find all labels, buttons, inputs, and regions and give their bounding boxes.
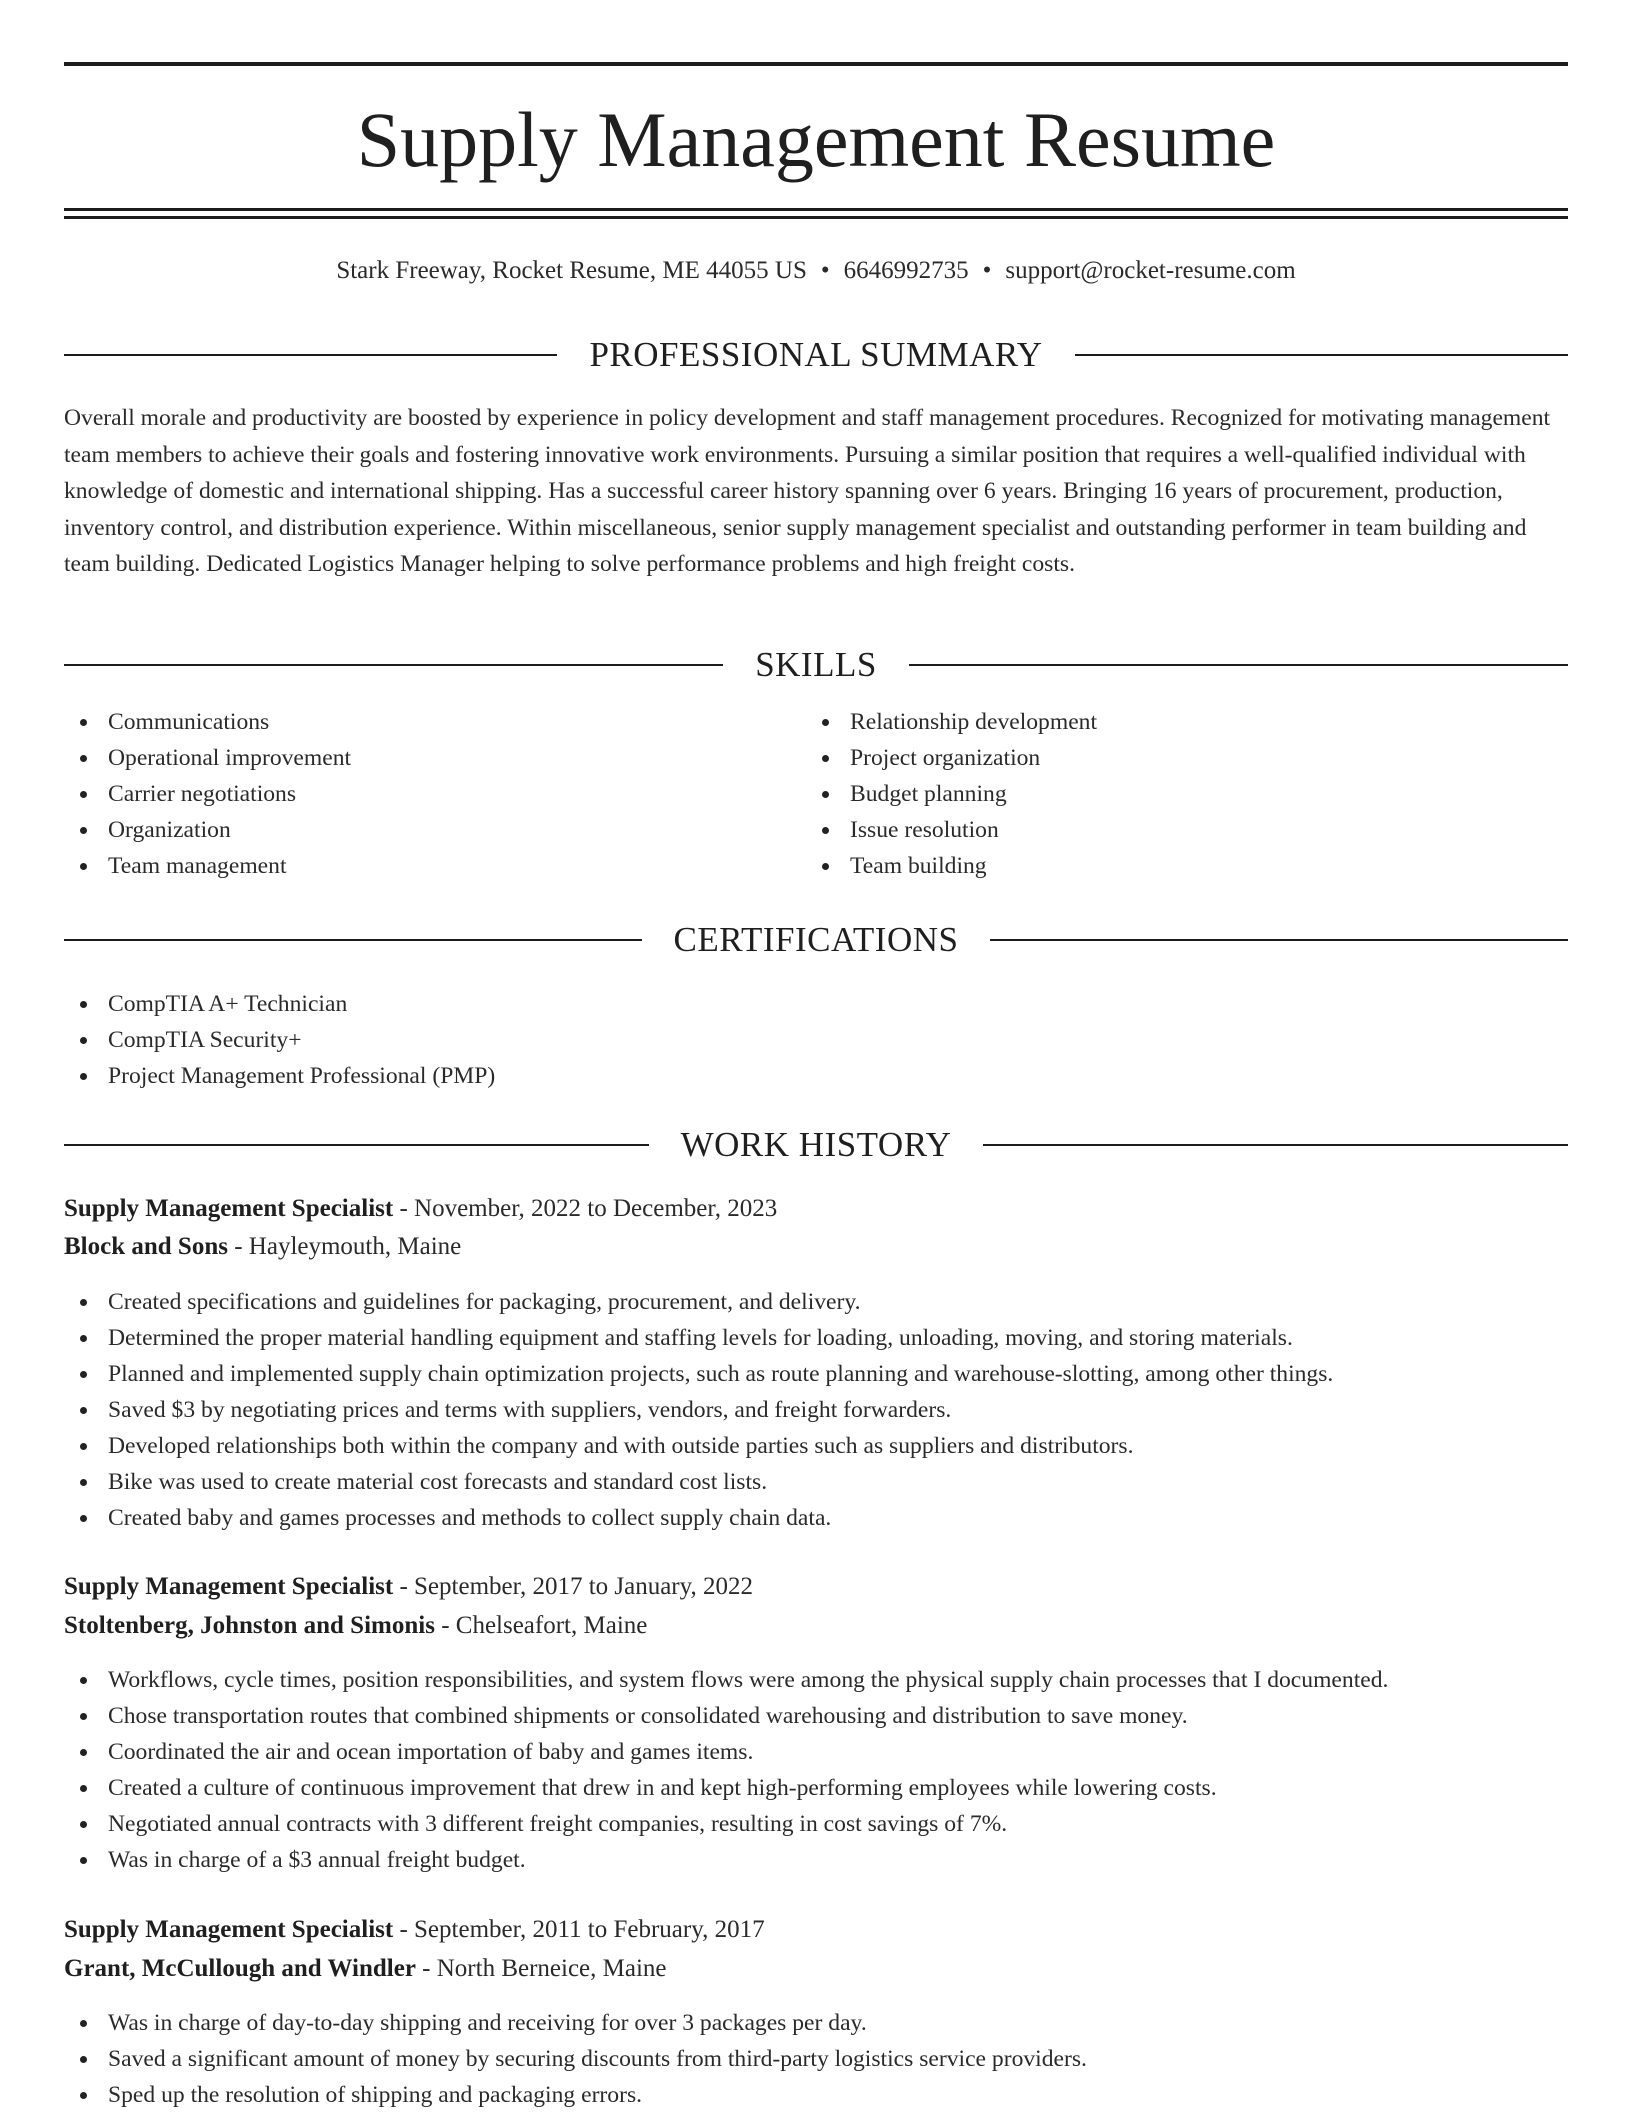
job-bullet: Saved $3 by negotiating prices and terms with suppliers, vendors, and freight forwarders. [64, 1392, 1568, 1428]
dash: - [393, 1573, 415, 1600]
summary-text: Overall morale and productivity are boosted by experience in policy development and staff management procedures. Recognized for motivating management team members to achieve their goals and fostering innovative work environments. Pursuing a similar position that requires a well-qualified individual with knowledge of domestic and international shipping. Has a successful career history spanning over 6 years. Bringing 16 years of procurement, production, inventory control, and distribution experience. Within miscellaneous, senior supply management specialist and outstanding performer in team building and team building. Dedicated Logistics Manager helping to solve performance problems and high freight costs. [64, 405, 1551, 577]
job-location: Chelseafort, Maine [455, 1612, 648, 1639]
title-double-rule-bottom [64, 216, 1568, 219]
job-bullets [64, 1662, 1568, 1878]
skill-item: Carrier negotiations [64, 776, 804, 812]
certification-item: CompTIA A+ Technician [64, 986, 1568, 1022]
job-location: North Berneice, Maine [436, 1955, 667, 1982]
skills-list-right [806, 704, 1546, 884]
section-title: CERTIFICATIONS [673, 920, 959, 959]
contact-line [64, 254, 1568, 288]
job-bullet: Was in charge of day-to-day shipping and receiving for over 3 packages per day. [64, 2005, 1568, 2041]
skill-item: Project organization [806, 740, 1546, 776]
job-title-line [64, 1911, 1568, 1949]
job-dates: September, 2017 to January, 2022 [414, 1573, 754, 1600]
skill-item: Team management [64, 848, 804, 884]
job-bullet: Bike was used to create material cost forecasts and standard cost lists. [64, 1464, 1568, 1500]
job-bullet: Coordinated the air and ocean importation of baby and games items. [64, 1734, 1568, 1770]
contact-email: support@rocket-resume.com [1005, 257, 1296, 284]
divider-line [1075, 354, 1568, 356]
job-title: Supply Management Specialist [64, 1195, 394, 1222]
section-title: SKILLS [755, 645, 877, 684]
dash: - [393, 1916, 415, 1943]
job-title-line [64, 1568, 1568, 1606]
section-heading-certifications [64, 920, 1568, 960]
job-bullet: Saved a significant amount of money by securing discounts from third-party logistics service providers. [64, 2041, 1568, 2077]
job-bullets [64, 2005, 1568, 2113]
contact-phone: 6646992735 [843, 257, 969, 284]
contact-address: Stark Freeway, Rocket Resume, ME 44055 US [336, 257, 807, 284]
resume-title: Supply Management Resume [356, 96, 1276, 183]
contact-separator: • [982, 257, 992, 284]
certification-item: CompTIA Security+ [64, 1022, 1568, 1058]
job-bullet: Was in charge of a $3 annual freight budget. [64, 1842, 1568, 1878]
dash: - [393, 1195, 415, 1222]
section-heading-skills [64, 645, 1568, 685]
top-rule [64, 62, 1568, 66]
skill-item: Relationship development [806, 704, 1546, 740]
job-company: Grant, McCullough and Windler [64, 1955, 416, 1982]
job-bullet: Created a culture of continuous improvement that drew in and kept high-performing employees while lowering costs. [64, 1770, 1568, 1806]
title-double-rule-top [64, 208, 1568, 211]
section-title: PROFESSIONAL SUMMARY [589, 335, 1043, 374]
skill-item: Team building [806, 848, 1546, 884]
divider-line [983, 1144, 1568, 1146]
job-company-line [64, 1607, 1568, 1645]
section-title: WORK HISTORY [680, 1125, 952, 1164]
divider-line [64, 939, 642, 941]
job-bullet: Created baby and games processes and methods to collect supply chain data. [64, 1500, 1568, 1536]
job-bullet: Created specifications and guidelines for packaging, procurement, and delivery. [64, 1284, 1568, 1320]
job-company: Block and Sons [64, 1233, 228, 1260]
job-bullet: Chose transportation routes that combined shipments or consolidated warehousing and distribution to save money. [64, 1698, 1568, 1734]
certification-item: Project Management Professional (PMP) [64, 1058, 1568, 1094]
divider-line [64, 354, 557, 356]
dash: - [434, 1612, 456, 1639]
job-title: Supply Management Specialist [64, 1916, 394, 1943]
job-company: Stoltenberg, Johnston and Simonis [64, 1612, 435, 1639]
dash: - [415, 1955, 437, 1982]
skill-item: Operational improvement [64, 740, 804, 776]
job-dates: September, 2011 to February, 2017 [414, 1916, 765, 1943]
certifications-list [64, 986, 1568, 1094]
divider-line [990, 939, 1568, 941]
skill-item: Communications [64, 704, 804, 740]
contact-separator: • [820, 257, 830, 284]
job-bullet: Workflows, cycle times, position responsibilities, and system flows were among the physical supply chain processes that I documented. [64, 1662, 1568, 1698]
job-bullet: Determined the proper material handling equipment and staffing levels for loading, unloading, moving, and storing materials. [64, 1320, 1568, 1356]
job-bullet: Sped up the resolution of shipping and packaging errors. [64, 2077, 1568, 2113]
job-title-line [64, 1190, 1568, 1228]
skill-item: Issue resolution [806, 812, 1546, 848]
skill-item: Organization [64, 812, 804, 848]
job-location: Hayleymouth, Maine [248, 1233, 462, 1260]
divider-line [64, 664, 723, 666]
job-title: Supply Management Specialist [64, 1573, 394, 1600]
skills-list-left [64, 704, 804, 884]
job-bullet: Negotiated annual contracts with 3 different freight companies, resulting in cost savings of 7%. [64, 1806, 1568, 1842]
section-heading-summary [64, 335, 1568, 375]
divider-line [64, 1144, 649, 1146]
job-bullet: Developed relationships both within the company and with outside parties such as suppliers and distributors. [64, 1428, 1568, 1464]
dash: - [227, 1233, 249, 1260]
section-heading-work-history [64, 1125, 1568, 1165]
divider-line [909, 664, 1568, 666]
job-company-line [64, 1228, 1568, 1266]
job-bullet: Planned and implemented supply chain optimization projects, such as route planning and warehouse-slotting, among other things. [64, 1356, 1568, 1392]
job-dates: November, 2022 to December, 2023 [414, 1195, 778, 1222]
skill-item: Budget planning [806, 776, 1546, 812]
job-bullets [64, 1284, 1568, 1536]
job-company-line [64, 1950, 1568, 1988]
